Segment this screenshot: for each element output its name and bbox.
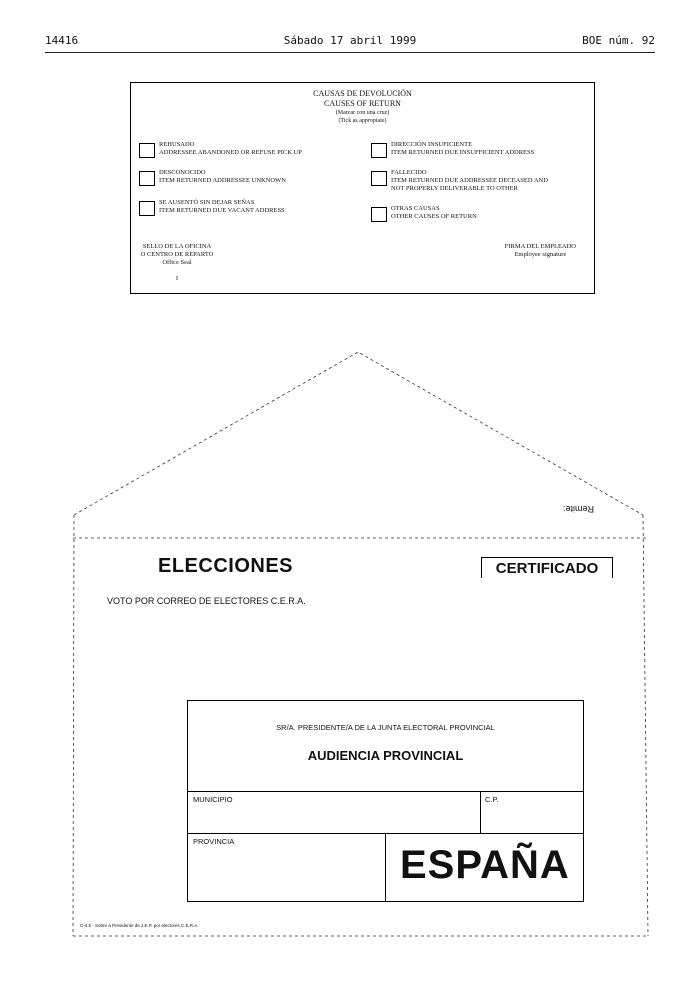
form-code: C-4.5 - Sobre a Presidente de J.E.P. por electores C.E.R.A. bbox=[80, 923, 199, 928]
envelope-right-edge bbox=[643, 515, 648, 936]
divider bbox=[188, 791, 583, 792]
address-box bbox=[187, 700, 584, 902]
option-label-es: SE AUSENTÓ SIN DEJAR SEÑAS bbox=[159, 199, 255, 206]
addressee-audiencia: AUDIENCIA PROVINCIAL bbox=[307, 748, 464, 763]
option-label-en: ITEM RETURNED ADDRESSEE UNKNOWN bbox=[159, 177, 286, 184]
bulletin-number: BOE núm. 92 bbox=[582, 34, 655, 47]
return-instruction-en: (Tick as appropiate) bbox=[338, 118, 387, 124]
return-title-es: CAUSAS DE DEVOLUCIÓN bbox=[313, 89, 412, 98]
page-number: 14416 bbox=[45, 34, 79, 47]
seal-en: Office Seal bbox=[162, 259, 192, 266]
option-label-en: OTHER CAUSES OF RETURN bbox=[391, 213, 477, 220]
seal-mark: I bbox=[175, 275, 179, 282]
voto-por-correo-text: VOTO POR CORREO DE ELECTORES C.E.R.A. bbox=[107, 596, 306, 606]
option-label-en: ITEM RETURNED DUE VACANT ADDRESS bbox=[159, 207, 285, 214]
certificado-label: CERTIFICADO bbox=[481, 557, 613, 578]
addressee-presidente: SR/A. PRESIDENTE/A DE LA JUNTA ELECTORAL PROVINCIAL bbox=[276, 723, 495, 732]
sender-label: Remite: bbox=[563, 504, 595, 514]
option-label-en: ITEM RETURNED DUE INSUFFICIENT ADDRESS bbox=[391, 149, 535, 156]
option-label-es: OTRAS CAUSAS bbox=[391, 205, 440, 212]
elecciones-title: ELECCIONES bbox=[158, 555, 294, 577]
divider bbox=[385, 833, 386, 901]
option-label-en: ITEM RETURNED DUE ADDRESSEE DECEASED AND bbox=[391, 177, 548, 184]
publication-date: Sábado 17 abril 1999 bbox=[283, 34, 417, 47]
cp-label: C.P. bbox=[485, 795, 499, 804]
seal-line-2: O CENTRO DE REPARTO bbox=[140, 251, 214, 258]
provincia-label: PROVINCIA bbox=[193, 837, 235, 846]
option-label-en-2: NOT PROPERLY DELIVERABLE TO OTHER bbox=[391, 185, 518, 192]
option-label-es: REHUSADO bbox=[159, 141, 195, 148]
envelope-left-edge bbox=[73, 515, 74, 936]
signature-en: Employee signature bbox=[514, 251, 567, 258]
seal-line-1: SELLO DE LA OFICINA bbox=[142, 243, 212, 250]
signature-es: FIRMA DEL EMPLEADO bbox=[504, 243, 576, 250]
option-label-es: DESCONOCIDO bbox=[159, 169, 206, 176]
option-label-en: ADDRESSEE ABANDONED OR REFUSE PICK UP bbox=[159, 149, 302, 156]
municipio-label: MUNICIPIO bbox=[193, 795, 233, 804]
return-title-en: CAUSES OF RETURN bbox=[324, 99, 401, 108]
option-label-es: FALLECIDO bbox=[391, 169, 427, 176]
country-espana: ESPAÑA bbox=[400, 843, 570, 887]
return-instruction-es: (Marcar con una cruz) bbox=[335, 110, 390, 116]
option-label-es: DIRECCIÓN INSUFICIENTE bbox=[391, 141, 473, 148]
envelope-flap-line bbox=[74, 352, 643, 515]
divider bbox=[480, 791, 481, 833]
